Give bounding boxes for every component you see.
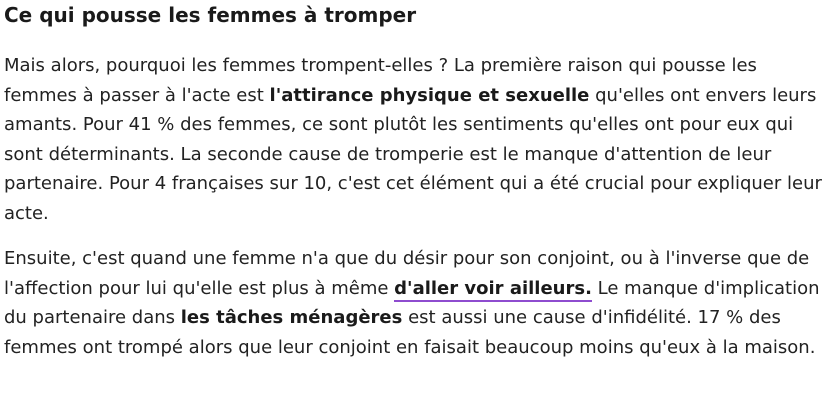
paragraph-2-text-3: est aussi une cause d'infidélité. 17 % des femmes ont trompé alors que leur conjoint en faisait beaucoup moins qu'eux à la maison. [4, 307, 816, 358]
bold-taches-menageres: les tâches ménagères [180, 307, 403, 328]
section-heading: Ce qui pousse les femmes à tromper [4, 3, 417, 27]
paragraph-1-text-1: Mais alors, pourquoi les femmes trompent-elles ? La première raison qui pousse les femmes à passer à l'acte est [4, 55, 757, 106]
paragraph-1 [4, 51, 830, 228]
paragraph-2-text-2: Le manque d'implication du partenaire dans [4, 277, 820, 328]
paragraph-2 [4, 244, 830, 362]
paragraph-1-text-2: qu'elles ont envers leurs amants. Pour 41 % des femmes, ce sont plutôt les sentiments qu'elles ont pour eux qui sont déterminants. La seconde cause de tromperie est le manque d'attention de leur partenaire. Pour 4 françaises sur 10, c'est cet élément qui a été crucial pour expliquer leur acte. [4, 84, 822, 224]
link-aller-voir-ailleurs[interactable]: d'aller voir ailleurs. [394, 278, 592, 302]
bold-attirance-physique: l'attirance physique et sexuelle [269, 84, 590, 106]
paragraph-2-text-1: Ensuite, c'est quand une femme n'a que du désir pour son conjoint, ou à l'inverse que de l'affection pour lui qu'elle est plus à même [4, 248, 810, 299]
